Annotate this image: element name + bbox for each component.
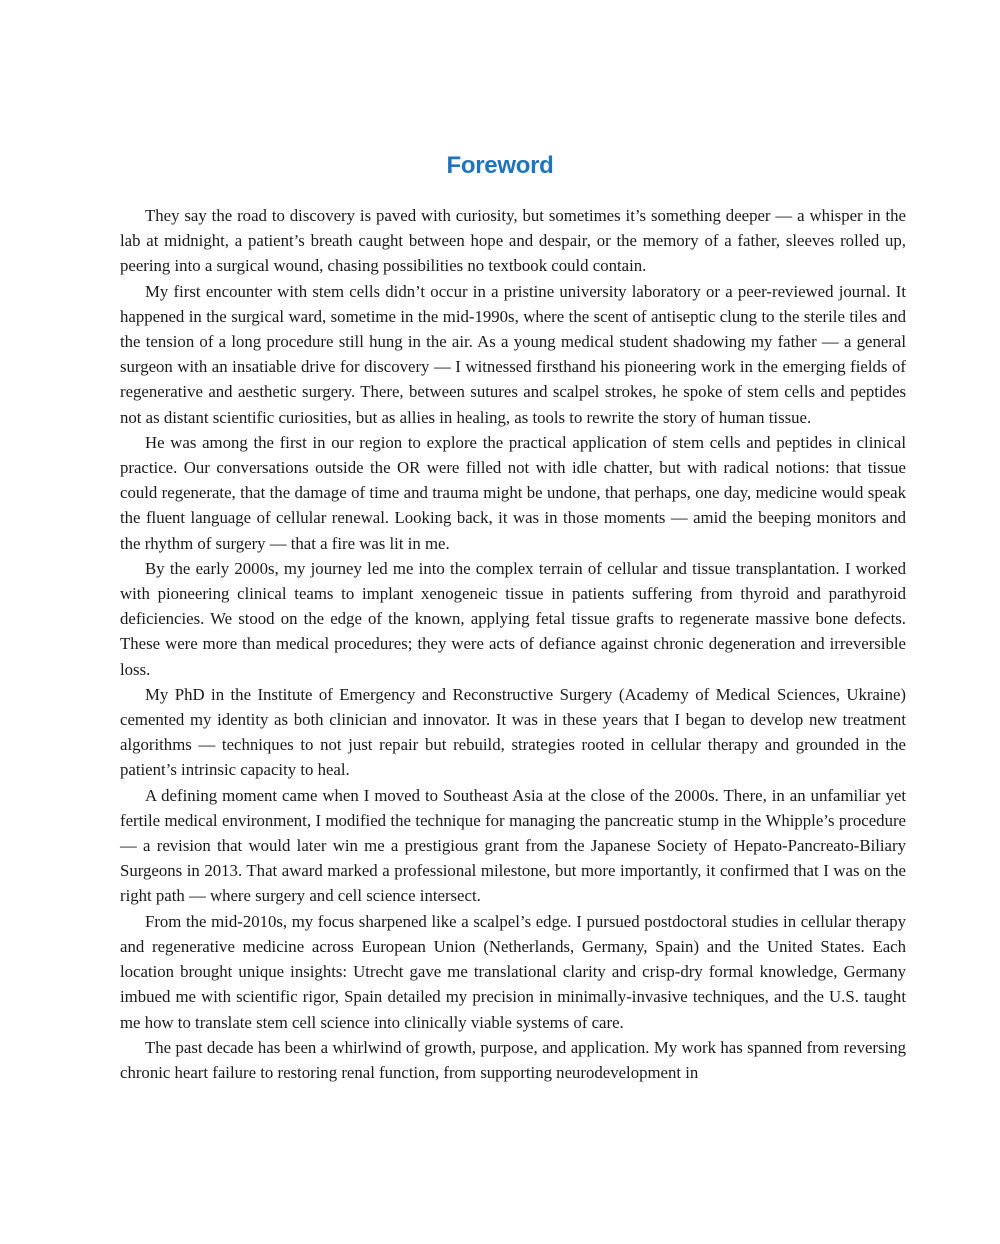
foreword-body xyxy=(120,203,906,1085)
paragraph: My first encounter with stem cells didn’t occur in a pristine university laboratory or a peer-reviewed journal. It happened in the surgical ward, sometime in the mid-1990s, where the scent of antiseptic clung to the sterile tiles and the tension of a long procedure still hung in the air. As a young medical student shadowing my father — a general surgeon with an insatiable drive for discovery — I witnessed firsthand his pioneering work in the emerging fields of regenerative and aesthetic surgery. There, between sutures and scalpel strokes, he spoke of stem cells and peptides not as distant scientific curiosities, but as allies in healing, as tools to rewrite the story of human tissue. xyxy=(120,281,906,427)
paragraph: A defining moment came when I moved to Southeast Asia at the close of the 2000s. There, in an unfamiliar yet fertile medical environment, I modified the technique for managing the pancreatic stump in the Whipple’s procedure — a revision that would later win me a prestigious grant from the Japanese Society of Hepato-Pancreato-Biliary Surgeons in 2013. That award marked a professional milestone, but more importantly, it confirmed that I was on the right path — where surgery and cell science intersect. xyxy=(120,785,906,906)
paragraph: From the mid-2010s, my focus sharpened like a scalpel’s edge. I pursued postdoctoral studies in cellular therapy and regenerative medicine across European Union (Netherlands, Germany, Spain) and the United States. Each location brought unique insights: Utrecht gave me translational clarity and crisp-dry formal knowledge, Germany imbued me with scientific rigor, Spain detailed my precision in minimally-invasive techniques, and the U.S. taught me how to translate stem cell science into clinically viable systems of care. xyxy=(120,911,906,1032)
paragraph: The past decade has been a whirlwind of growth, purpose, and application. My work has spanned from reversing chronic heart failure to restoring renal function, from supporting neurodevelopment in xyxy=(120,1037,906,1082)
paragraph: He was among the first in our region to explore the practical application of stem cells and peptides in clinical practice. Our conversations outside the OR were filled not with idle chatter, but with radical notions: that tissue could regenerate, that the damage of time and trauma might be undone, that perhaps, one day, medicine would speak the fluent language of cellular renewal. Looking back, it was in those moments — amid the beeping monitors and the rhythm of surgery — that a fire was lit in me. xyxy=(120,432,906,553)
paragraph: They say the road to discovery is paved with curiosity, but sometimes it’s something deeper — a whisper in the lab at midnight, a patient’s breath caught between hope and despair, or the memory of a father, sleeves rolled up, peering into a surgical wound, chasing possibilities no textbook could contain. xyxy=(120,206,906,276)
paragraph: By the early 2000s, my journey led me into the complex terrain of cellular and tissue transplantation. I worked with pioneering clinical teams to implant xenogeneic tissue in patients suffering from thyroid and parathyroid deficiencies. We stood on the edge of the known, applying fetal tissue grafts to regenerate massive bone defects. These were more than medical procedures; they were acts of defiance against chronic degeneration and irreversible loss. xyxy=(120,558,906,679)
paragraph: My PhD in the Institute of Emergency and Reconstructive Surgery (Academy of Medical Sciences, Ukraine) cemented my identity as both clinician and innovator. It was in these years that I began to develop new treatment algorithms — techniques to not just repair but rebuild, strategies rooted in cellular therapy and grounded in the patient’s intrinsic capacity to heal. xyxy=(120,684,906,780)
page-title: Foreword xyxy=(446,152,554,179)
